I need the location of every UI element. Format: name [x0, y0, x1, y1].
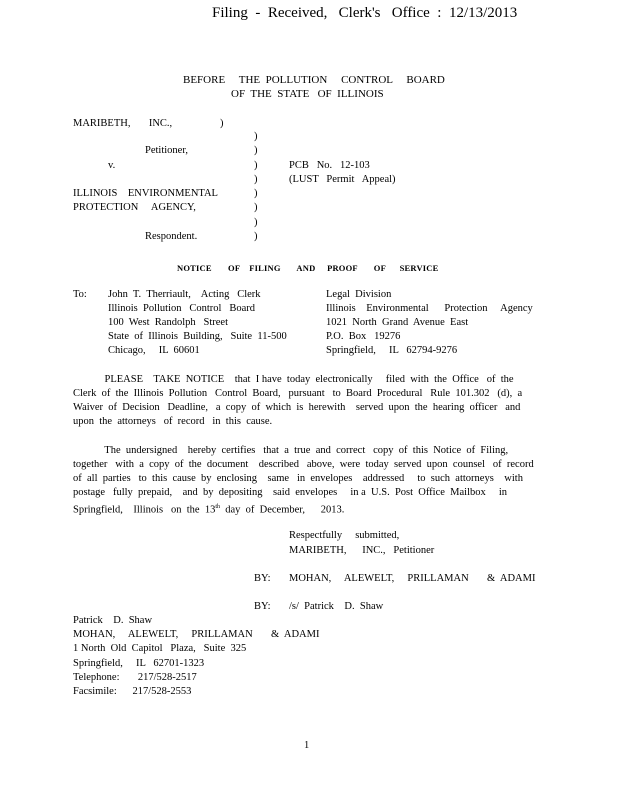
- signature-party: MARIBETH, INC., Petitioner: [289, 545, 435, 556]
- electronic-signature: /s/ Patrick D. Shaw: [289, 601, 384, 612]
- address-line: 100 West Randolph Street: [108, 317, 228, 328]
- caption-paren: ): [254, 188, 258, 199]
- board-title-line1: BEFORE THE POLLUTION CONTROL BOARD: [183, 74, 445, 86]
- caption-paren: ): [254, 131, 258, 142]
- attorney-line: 1 North Old Capitol Plaza, Suite 325: [73, 643, 247, 654]
- by-label: BY:: [254, 573, 271, 584]
- by-label: BY:: [254, 601, 271, 612]
- paragraph-line: Waiver of Decision Deadline, a copy of which is herewith served upon the hearing officer and: [73, 402, 521, 413]
- address-line: John T. Therriault, Acting Clerk: [108, 289, 261, 300]
- date-ordinal: th: [215, 504, 220, 510]
- respondent-line2: PROTECTION AGENCY,: [73, 202, 196, 213]
- paragraph-line: The undersigned hereby certifies that a true and correct copy of this Notice of Filing,: [73, 445, 509, 456]
- petitioner-role: Petitioner,: [145, 145, 189, 156]
- filing-stamp: Filing - Received, Clerk's Office : 12/13/2013: [212, 5, 518, 21]
- signature-closing: Respectfully submitted,: [289, 530, 400, 541]
- paragraph-line: upon the attorneys of record in this cause.: [73, 416, 273, 427]
- respondent-role: Respondent.: [145, 231, 198, 242]
- caption-paren: ): [254, 160, 258, 171]
- attorney-line: Patrick D. Shaw: [73, 615, 153, 626]
- respondent-line1: ILLINOIS ENVIRONMENTAL: [73, 188, 218, 199]
- attorney-line: Facsimile: 217/528-2553: [73, 686, 192, 697]
- caption-paren: ): [254, 231, 258, 242]
- petitioner-name: MARIBETH, INC.,: [73, 118, 173, 129]
- address-line: Legal Division: [326, 289, 392, 300]
- address-line: Illinois Environmental Protection Agency: [326, 303, 533, 314]
- board-title-line2: OF THE STATE OF ILLINOIS: [231, 88, 384, 100]
- date-text-before: Springfield, Illinois on the 13: [73, 504, 216, 516]
- address-line: Illinois Pollution Control Board: [108, 303, 256, 314]
- paragraph-line: postage fully prepaid, and by depositing said envelopes in a U.S. Post Office Mailbox in: [73, 487, 508, 498]
- signature-firm: MOHAN, ALEWELT, PRILLAMAN & ADAMI: [289, 573, 536, 584]
- address-line: Springfield, IL 62794-9276: [326, 345, 458, 356]
- attorney-line: MOHAN, ALEWELT, PRILLAMAN & ADAMI: [73, 629, 320, 640]
- address-line: 1021 North Grand Avenue East: [326, 317, 469, 328]
- case-number: PCB No. 12-103: [289, 160, 370, 171]
- attorney-line: Springfield, IL 62701-1323: [73, 658, 205, 669]
- paragraph-line: PLEASE TAKE NOTICE that I have today electronically filed with the Office of the: [73, 374, 514, 385]
- caption-paren: ): [254, 217, 258, 228]
- caption-paren: ): [254, 202, 258, 213]
- caption-paren: ): [254, 174, 258, 185]
- page-number: 1: [304, 740, 310, 751]
- caption-versus: v.: [108, 160, 116, 171]
- caption-paren: ): [220, 118, 224, 129]
- case-type: (LUST Permit Appeal): [289, 174, 396, 185]
- address-line: State of Illinois Building, Suite 11-500: [108, 331, 287, 342]
- paragraph-line: together with a copy of the document described above, were today served upon counsel of record: [73, 459, 534, 470]
- address-line: P.O. Box 19276: [326, 331, 401, 342]
- caption-paren: ): [254, 145, 258, 156]
- to-label: To:: [73, 289, 87, 300]
- paragraph-line: Clerk of the Illinois Pollution Control Board, pursuant to Board Procedural Rule 101.302 (d), a: [73, 388, 523, 399]
- notice-heading: NOTICE OF FILING AND PROOF OF SERVICE: [177, 263, 439, 273]
- date-text-after: day of December, 2013.: [220, 504, 345, 516]
- attorney-line: Telephone: 217/528-2517: [73, 672, 197, 683]
- paragraph-line: of all parties to this cause by enclosing same in envelopes addressed to such attorneys with: [73, 473, 523, 484]
- paragraph-line-date: [73, 501, 344, 517]
- address-line: Chicago, IL 60601: [108, 345, 200, 356]
